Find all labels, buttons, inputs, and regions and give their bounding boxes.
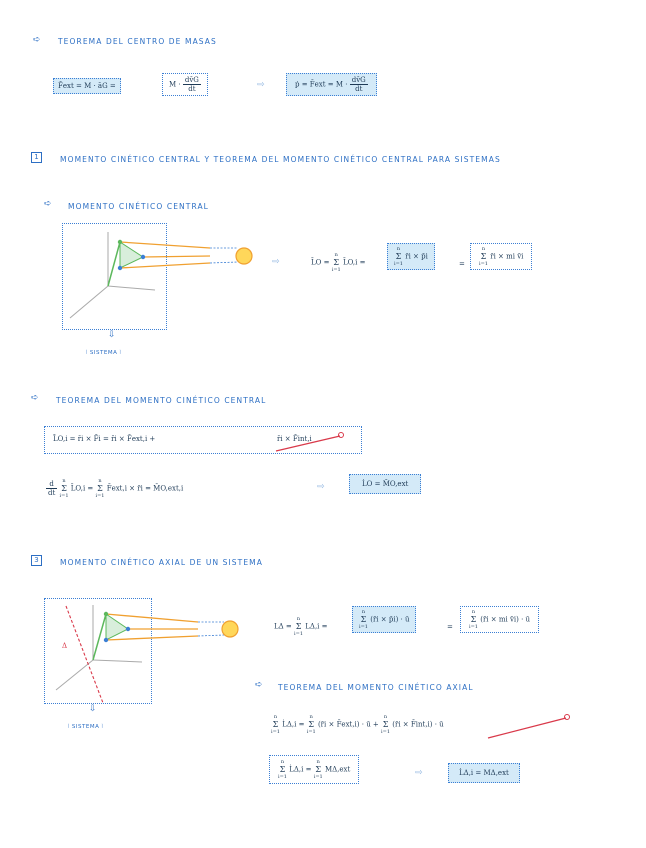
center-eq-box-1: F̄ext = M · āG = — [53, 78, 121, 94]
arrow-icon: ➪ — [255, 680, 263, 690]
axial-box-1: n Σ i=1 (r̄i × p̄i) · ū — [352, 606, 416, 633]
theorem-axial-line-1: n Σ i=1 L̇Δ,i = n Σ i=1 (r̄i × F̄ext,i) · ū + n Σ i=1 (r̄i × F̄int,i) · ū — [271, 714, 444, 735]
implies-arrow-icon: ⇨ — [272, 257, 280, 267]
axis-delta-label: Δ — [62, 642, 68, 650]
center-eq-box-3: ṗ = F̄ext = M · $\frac{dv̄G}{dt}$ — [286, 73, 377, 96]
implies-arrow-icon: ⇨ — [415, 768, 423, 778]
theorem-axial-box: n Σ i=1 L̇Δ,i = n Σ i=1 MΔ,ext — [269, 755, 359, 784]
subsection-title-central: MOMENTO CINÉTICO CENTRAL — [68, 202, 209, 211]
subsection-title-theorem-central: TEOREMA DEL MOMENTO CINÉTICO CENTRAL — [56, 396, 267, 405]
sistema-label: ⦚ SISTEMA ⦚ — [86, 350, 122, 356]
theorem-central-line-2: $\frac{d}{dt}$ n Σ i=1 L̄O,i = n Σ i=1 F̄ext,i × r̄i = M̄O,ext,i — [48, 478, 184, 499]
central-box-1: n Σ i=1 r̄i × p̄i — [387, 243, 435, 270]
arrow-icon: ➪ — [33, 35, 41, 45]
down-arrow-icon: ⇩ — [108, 330, 116, 340]
central-box-2: n Σ i=1 r̄i × mi v̄i — [470, 243, 532, 270]
section-title-3: MOMENTO CINÉTICO AXIAL DE UN SISTEMA — [60, 558, 263, 567]
subsection-title-theorem-axial: TEOREMA DEL MOMENTO CINÉTICO AXIAL — [278, 683, 474, 692]
sistema-label: ⦚ SISTEMA ⦚ — [68, 724, 104, 730]
down-arrow-icon: ⇩ — [89, 704, 97, 714]
implies-arrow-icon: ⇨ — [257, 80, 265, 90]
central-moment-formula: L̄O = n Σ i=1 L̄O,i = — [311, 252, 366, 273]
theorem-central-result-box: L̇O = M̄O,ext — [349, 474, 421, 494]
section-title-center-of-mass: TEOREMA DEL CENTRO DE MASAS — [58, 37, 217, 46]
implies-arrow-icon: ⇨ — [317, 482, 325, 492]
arrow-icon: ➪ — [31, 393, 39, 403]
section-title-1: MOMENTO CINÉTICO CENTRAL Y TEOREMA DEL MOMENTO CINÉTICO CENTRAL PARA SISTEMAS — [60, 155, 501, 164]
section-number-1: 1 — [31, 152, 42, 163]
theorem-central-line-1-box: L̄O,i = r̄i × F̄i = r̄i × F̄ext,i + r̄i × F̄int,i — [44, 426, 362, 454]
section-number-3: 3 — [31, 555, 42, 566]
theorem-axial-result-box: L̇Δ,i = MΔ,ext — [448, 763, 520, 783]
center-eq-box-2: M · $\frac{dv̄G}{dt}$ — [162, 73, 208, 96]
axial-moment-formula: LΔ = n Σ i=1 LΔ,i = — [274, 616, 328, 637]
axial-box-2: n Σ i=1 (r̄i × mi v̄i) · ū — [460, 606, 539, 633]
arrow-icon: ➪ — [44, 199, 52, 209]
